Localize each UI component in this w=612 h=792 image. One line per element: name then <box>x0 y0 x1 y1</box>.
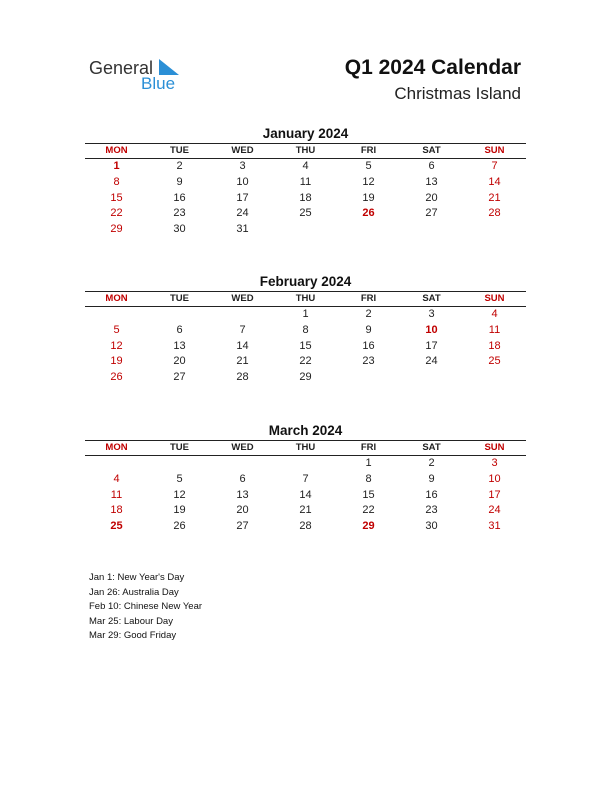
day-cell: 13 <box>425 175 438 188</box>
day-cell: 7 <box>302 472 309 485</box>
day-cell: 14 <box>236 339 249 352</box>
month-title: March 2024 <box>268 423 343 438</box>
weekday-header-row <box>85 440 526 456</box>
day-cell: 9 <box>365 323 372 336</box>
day-cell: 12 <box>173 488 186 501</box>
empty-day-cell <box>85 307 148 323</box>
holiday-item: Mar 29: Good Friday <box>89 630 177 641</box>
day-cell: 22 <box>299 355 312 368</box>
day-cell: 25 <box>299 207 312 220</box>
week-row <box>85 456 526 472</box>
day-cell: 18 <box>488 339 501 352</box>
day-cell: 15 <box>362 488 375 501</box>
day-cell: 18 <box>299 191 312 204</box>
empty-day-cell <box>463 370 526 386</box>
day-cell: 25 <box>488 355 501 368</box>
month-march <box>85 421 526 535</box>
weekday-header-sun: SUN <box>484 145 505 156</box>
month-grid <box>85 159 526 238</box>
day-cell: 19 <box>173 504 186 517</box>
day-cell: 2 <box>428 457 435 469</box>
week-row <box>85 339 526 355</box>
weekday-header-sun: SUN <box>484 442 505 453</box>
day-cell: 1 <box>113 160 120 172</box>
weekday-header-tue: TUE <box>170 293 189 304</box>
day-cell: 6 <box>239 472 246 485</box>
week-row <box>85 519 526 535</box>
weekday-header-sat: SAT <box>422 145 441 156</box>
month-grid <box>85 307 526 386</box>
weekday-header-wed: WED <box>231 293 254 304</box>
day-cell: 8 <box>113 175 120 188</box>
day-cell: 21 <box>299 504 312 517</box>
empty-day-cell <box>85 456 148 472</box>
empty-day-cell <box>148 456 211 472</box>
month-grid <box>85 456 526 535</box>
weekday-header-thu: THU <box>295 145 316 156</box>
day-cell: 7 <box>491 160 498 172</box>
weekday-header-row <box>85 291 526 307</box>
weekday-header-tue: TUE <box>170 145 189 156</box>
day-cell: 7 <box>239 323 246 336</box>
weekday-header-mon: MON <box>105 442 128 453</box>
day-cell: 26 <box>173 520 186 533</box>
day-cell: 2 <box>176 160 183 172</box>
empty-day-cell <box>274 222 337 238</box>
day-cell: 9 <box>428 472 435 485</box>
holiday-item: Jan 26: Australia Day <box>89 586 179 598</box>
day-cell: 12 <box>110 339 123 352</box>
day-cell: 10 <box>236 175 249 188</box>
day-cell: 28 <box>299 520 312 533</box>
day-cell: 24 <box>425 355 438 368</box>
day-cell: 15 <box>299 339 312 352</box>
day-cell: 21 <box>236 355 249 368</box>
day-cell: 5 <box>365 160 372 172</box>
week-row <box>85 222 526 238</box>
holiday-item: Jan 1: New Year's Day <box>89 572 185 583</box>
day-cell: 27 <box>173 371 186 384</box>
day-cell: 29 <box>110 223 123 236</box>
empty-day-cell <box>400 222 463 238</box>
week-row <box>85 159 526 175</box>
day-cell: 14 <box>488 175 501 188</box>
week-row <box>85 206 526 222</box>
day-cell: 13 <box>173 339 186 352</box>
day-cell: 1 <box>302 308 309 320</box>
day-cell: 24 <box>488 504 501 517</box>
day-cell: 19 <box>110 355 123 368</box>
day-cell: 14 <box>299 488 312 501</box>
holiday-list <box>89 571 202 644</box>
day-cell: 23 <box>425 504 438 517</box>
day-cell: 30 <box>173 223 186 236</box>
empty-day-cell <box>337 370 400 386</box>
day-cell: 2 <box>365 308 372 320</box>
day-cell: 24 <box>236 207 249 220</box>
logo-triangle-icon <box>159 59 179 75</box>
day-cell: 16 <box>425 488 438 501</box>
day-cell: 4 <box>302 160 309 172</box>
day-cell: 22 <box>362 504 375 517</box>
day-cell: 20 <box>173 355 186 368</box>
day-cell: 22 <box>110 207 123 220</box>
page-subtitle: Christmas Island <box>394 84 521 103</box>
day-cell: 29 <box>299 371 312 384</box>
day-cell: 10 <box>488 472 501 485</box>
empty-day-cell <box>400 370 463 386</box>
holiday-item: Mar 25: Labour Day <box>89 615 173 627</box>
week-row <box>85 307 526 323</box>
day-cell: 25 <box>110 520 123 533</box>
holiday-item: Feb 10: Chinese New Year <box>89 601 203 612</box>
empty-day-cell <box>211 307 274 323</box>
day-cell: 31 <box>236 223 249 236</box>
day-cell: 27 <box>236 520 249 533</box>
day-cell: 1 <box>365 457 372 469</box>
logo-word-general: General <box>89 58 154 78</box>
day-cell: 3 <box>239 160 246 172</box>
week-row <box>85 472 526 488</box>
day-cell: 6 <box>176 323 183 336</box>
day-cell: 16 <box>173 191 186 204</box>
day-cell: 17 <box>425 339 438 352</box>
day-cell: 4 <box>113 472 120 485</box>
week-row <box>85 488 526 504</box>
day-cell: 28 <box>236 371 249 384</box>
day-cell: 20 <box>425 191 438 204</box>
day-cell: 30 <box>425 520 438 533</box>
empty-day-cell <box>148 307 211 323</box>
day-cell: 4 <box>491 308 498 320</box>
day-cell: 20 <box>236 504 249 517</box>
day-cell: 26 <box>362 207 375 220</box>
weekday-header-row <box>85 143 526 159</box>
day-cell: 8 <box>365 472 372 485</box>
day-cell: 15 <box>110 191 123 204</box>
week-row <box>85 503 526 519</box>
empty-day-cell <box>211 456 274 472</box>
weekday-header-thu: THU <box>295 442 316 453</box>
weekday-header-wed: WED <box>231 442 254 453</box>
day-cell: 31 <box>488 520 501 533</box>
day-cell: 5 <box>113 323 120 336</box>
day-cell: 10 <box>425 323 438 336</box>
day-cell: 13 <box>236 488 249 501</box>
day-cell: 26 <box>110 371 123 384</box>
day-cell: 23 <box>173 207 186 220</box>
day-cell: 29 <box>362 520 375 533</box>
week-row <box>85 354 526 370</box>
day-cell: 16 <box>362 339 375 352</box>
day-cell: 17 <box>488 488 501 501</box>
day-cell: 12 <box>362 175 375 188</box>
month-february <box>85 272 526 386</box>
day-cell: 23 <box>362 355 375 368</box>
weekday-header-fri: FRI <box>360 442 377 453</box>
day-cell: 11 <box>488 323 501 336</box>
day-cell: 3 <box>428 308 435 320</box>
weekday-header-tue: TUE <box>170 442 189 453</box>
page-title: Q1 2024 Calendar <box>344 56 521 79</box>
day-cell: 11 <box>110 488 123 501</box>
week-row <box>85 370 526 386</box>
day-cell: 9 <box>176 175 183 188</box>
day-cell: 5 <box>176 472 183 485</box>
empty-day-cell <box>337 222 400 238</box>
day-cell: 3 <box>491 457 498 469</box>
week-row <box>85 175 526 191</box>
weekday-header-sat: SAT <box>422 442 441 453</box>
day-cell: 8 <box>302 323 309 336</box>
empty-day-cell <box>463 222 526 238</box>
month-january <box>85 124 526 238</box>
weekday-header-mon: MON <box>105 145 128 156</box>
weekday-header-mon: MON <box>105 293 128 304</box>
generalblue-logo <box>89 58 189 92</box>
month-title: February 2024 <box>259 274 352 289</box>
day-cell: 11 <box>299 175 312 188</box>
day-cell: 21 <box>488 191 501 204</box>
logo-word-blue: Blue <box>141 74 176 93</box>
day-cell: 19 <box>362 191 375 204</box>
month-title: January 2024 <box>262 126 349 141</box>
weekday-header-sat: SAT <box>422 293 441 304</box>
day-cell: 17 <box>236 191 249 204</box>
day-cell: 18 <box>110 504 123 517</box>
weekday-header-thu: THU <box>295 293 316 304</box>
day-cell: 28 <box>488 207 501 220</box>
weekday-header-fri: FRI <box>360 145 377 156</box>
empty-day-cell <box>274 456 337 472</box>
week-row <box>85 191 526 207</box>
weekday-header-sun: SUN <box>484 293 505 304</box>
day-cell: 27 <box>425 207 438 220</box>
weekday-header-fri: FRI <box>360 293 377 304</box>
day-cell: 6 <box>428 160 435 172</box>
weekday-header-wed: WED <box>231 145 254 156</box>
week-row <box>85 323 526 339</box>
